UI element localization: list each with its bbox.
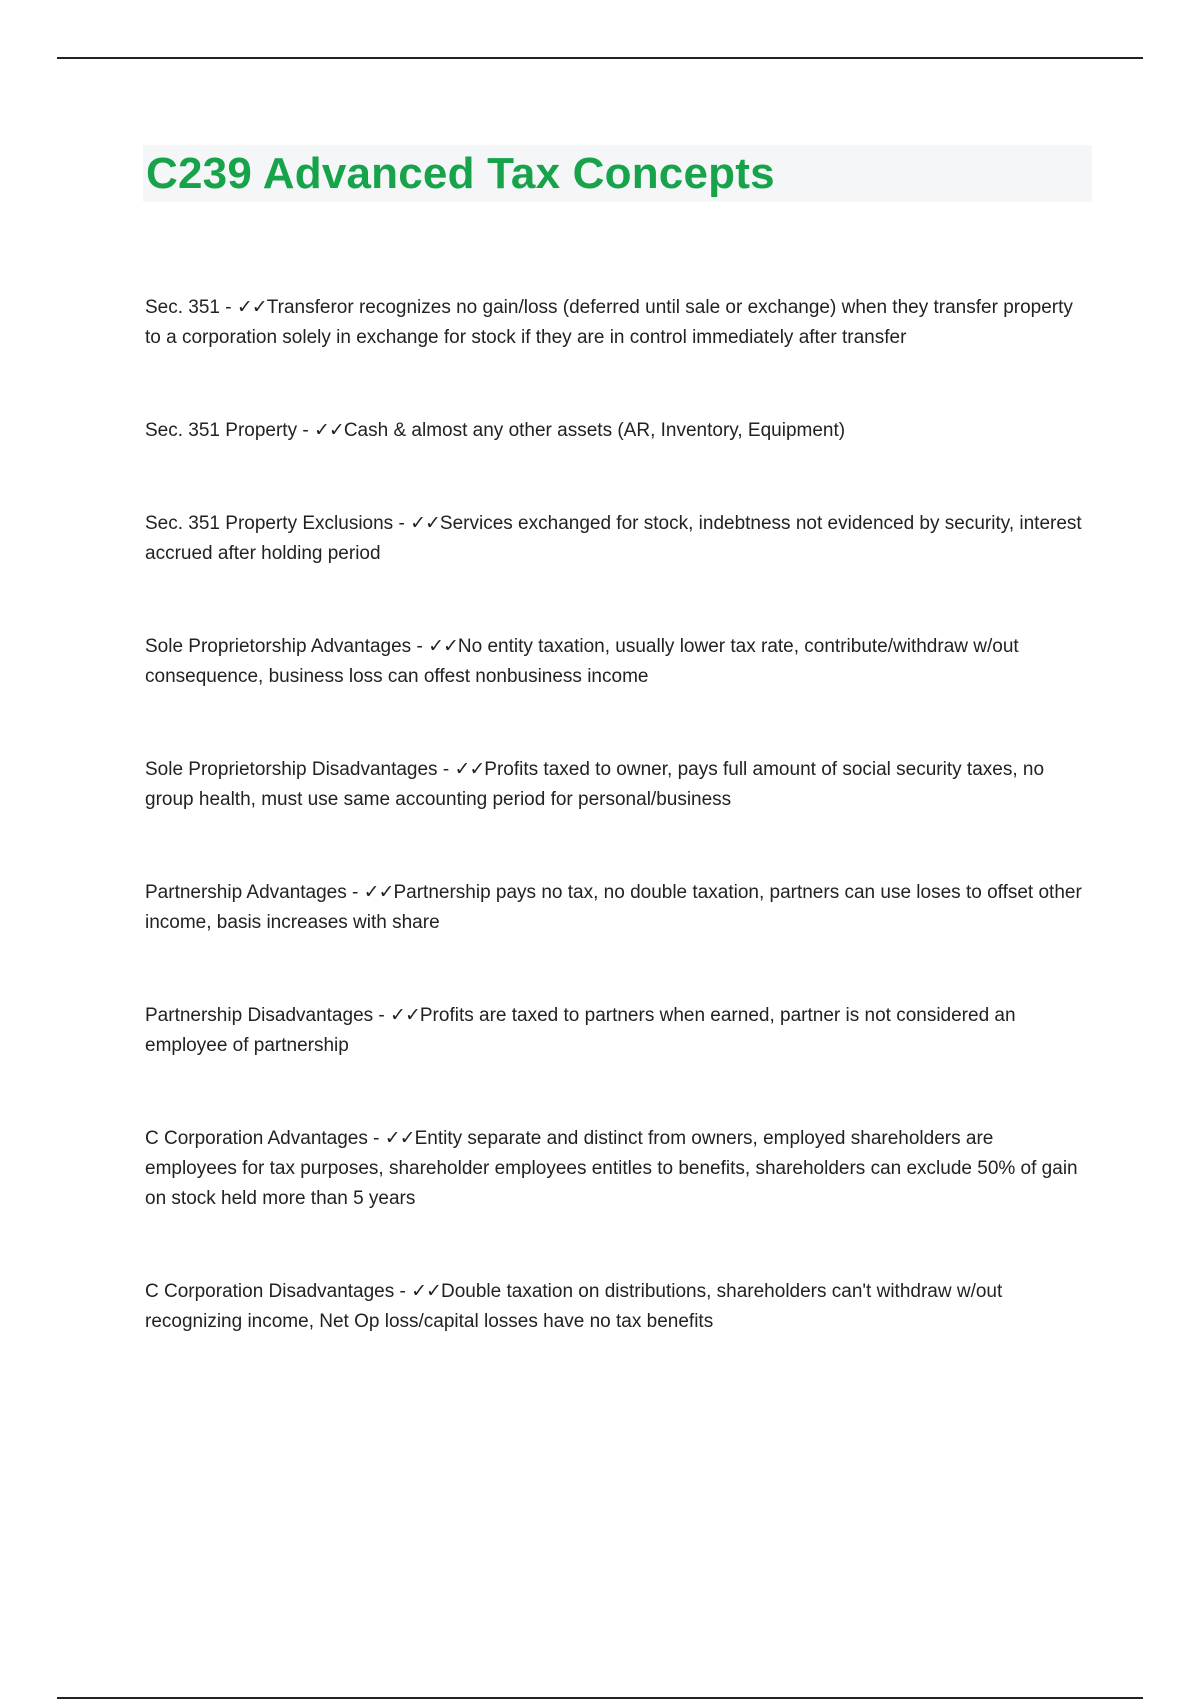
check-marks-icon: ✓✓ bbox=[363, 882, 394, 903]
entry-sole-proprietorship-advantages: Sole Proprietorship Advantages - ✓✓No entity taxation, usually lower tax rate, contribute/withdraw w/out consequence, business loss can offest nonbusiness income bbox=[145, 636, 1019, 687]
top-rule bbox=[57, 57, 1143, 59]
entry-definition: Entity separate and distinct from owners, employed shareholders are employees for tax purposes, shareholder employees entitles to benefits, shareholders can exclude 50% of gain on stock held more than 5 years bbox=[145, 1128, 1078, 1209]
entry-definition: Services exchanged for stock, indebtness not evidenced by security, interest accrued after holding period bbox=[145, 513, 1082, 564]
entry-partnership-advantages: Partnership Advantages - ✓✓Partnership pays no tax, no double taxation, partners can use loses to offset other income, basis increases with share bbox=[145, 882, 1082, 933]
entry-c-corporation-advantages: C Corporation Advantages - ✓✓Entity separate and distinct from owners, employed shareholders are employees for tax purposes, shareholder employees entitles to benefits, shareholders can exclude 50% of gain on stock held more than 5 years bbox=[145, 1128, 1078, 1209]
entry-term: C Corporation Disadvantages bbox=[145, 1281, 395, 1302]
entry-definition: Profits taxed to owner, pays full amount of social security taxes, no group health, must use same accounting period for personal/business bbox=[145, 759, 1045, 810]
entry-term: Sole Proprietorship Disadvantages bbox=[145, 759, 438, 780]
entry-term: Sec. 351 Property Exclusions bbox=[145, 513, 394, 534]
entry-sec-351-property-exclusions: Sec. 351 Property Exclusions - ✓✓Services exchanged for stock, indebtness not evidenced by security, interest accrued after holding period bbox=[145, 513, 1082, 564]
check-marks-icon: ✓✓ bbox=[384, 1128, 415, 1149]
check-marks-icon: ✓✓ bbox=[236, 297, 267, 318]
entry-definition: Profits are taxed to partners when earned, partner is not considered an employee of partnership bbox=[145, 1005, 1016, 1056]
check-marks-icon: ✓✓ bbox=[390, 1005, 420, 1026]
check-marks-icon: ✓✓ bbox=[454, 759, 485, 780]
entry-definition: No entity taxation, usually lower tax rate, contribute/withdraw w/out consequence, business loss can offest nonbusiness income bbox=[145, 636, 1019, 687]
entry-term: Sec. 351 Property bbox=[145, 420, 298, 441]
entry-sec-351: Sec. 351 - ✓✓Transferor recognizes no gain/loss (deferred until sale or exchange) when they transfer property to a corporation solely in exchange for stock if they are in control immediately after transfer bbox=[145, 297, 1073, 348]
document-title: C239 Advanced Tax Concepts bbox=[146, 149, 775, 198]
entry-definition: Transferor recognizes no gain/loss (deferred until sale or exchange) when they transfer property to a corporation solely in exchange for stock if they are in control immediately after transfer bbox=[145, 297, 1073, 348]
check-marks-icon: ✓✓ bbox=[410, 513, 440, 534]
entry-term: Sec. 351 bbox=[145, 297, 220, 318]
entry-definition: Double taxation on distributions, shareholders can't withdraw w/out recognizing income, Net Op loss/capital losses have no tax benefits bbox=[145, 1281, 1003, 1332]
entry-sec-351-property: Sec. 351 Property - ✓✓Cash & almost any other assets (AR, Inventory, Equipment) bbox=[145, 420, 846, 441]
check-marks-icon: ✓✓ bbox=[411, 1281, 441, 1302]
entry-term: C Corporation Advantages bbox=[145, 1128, 368, 1149]
bottom-rule bbox=[57, 1697, 1143, 1699]
entry-definition: Cash & almost any other assets (AR, Inventory, Equipment) bbox=[343, 420, 846, 441]
entry-c-corporation-disadvantages: C Corporation Disadvantages - ✓✓Double taxation on distributions, shareholders can't withdraw w/out recognizing income, Net Op loss/capital losses have no tax benefits bbox=[145, 1281, 1003, 1332]
check-marks-icon: ✓✓ bbox=[313, 420, 344, 441]
entry-definition: Partnership pays no tax, no double taxation, partners can use loses to offset other income, basis increases with share bbox=[145, 882, 1082, 933]
entry-term: Partnership Advantages bbox=[145, 882, 347, 903]
entry-partnership-disadvantages: Partnership Disadvantages - ✓✓Profits are taxed to partners when earned, partner is not considered an employee of partnership bbox=[145, 1005, 1016, 1056]
check-marks-icon: ✓✓ bbox=[428, 636, 458, 657]
entry-term: Partnership Disadvantages bbox=[145, 1005, 374, 1026]
entry-sole-proprietorship-disadvantages: Sole Proprietorship Disadvantages - ✓✓Profits taxed to owner, pays full amount of social security taxes, no group health, must use same accounting period for personal/business bbox=[145, 759, 1045, 810]
entry-term: Sole Proprietorship Advantages bbox=[145, 636, 412, 657]
entry-list bbox=[145, 293, 1090, 1337]
